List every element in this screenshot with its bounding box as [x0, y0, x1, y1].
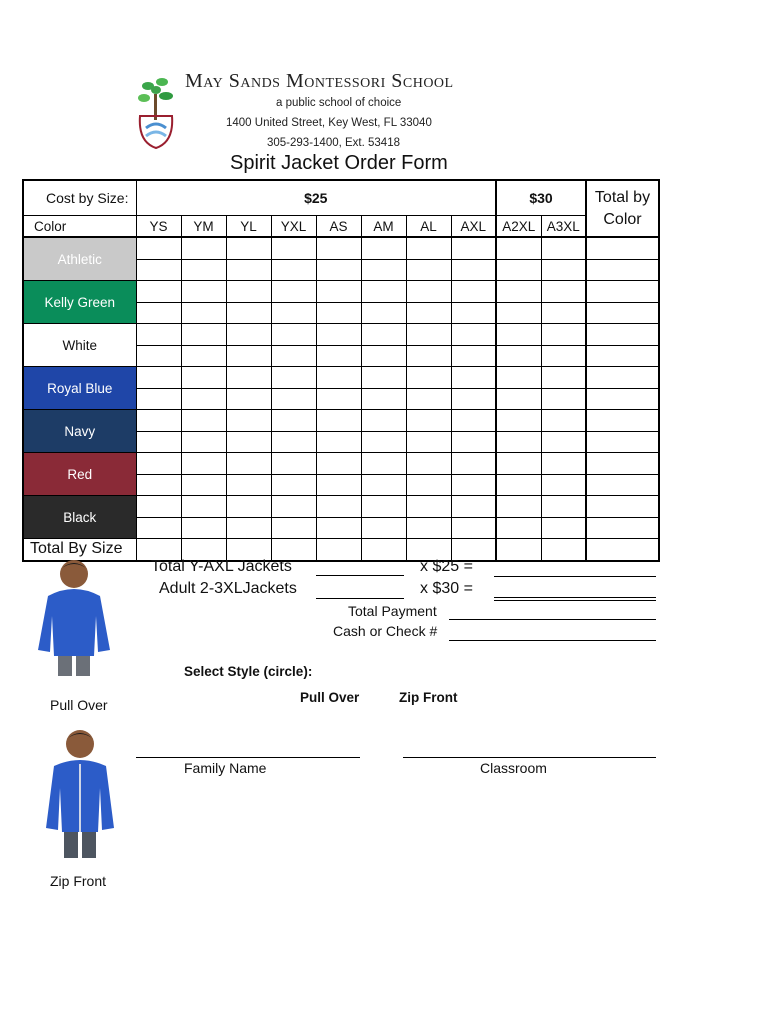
qty-cell[interactable]: [361, 367, 406, 389]
qty-cell[interactable]: [361, 474, 406, 496]
qty-cell[interactable]: [226, 410, 271, 432]
size-header-al: AL: [406, 216, 451, 238]
qty-cell[interactable]: [136, 302, 181, 324]
school-address: 1400 United Street, Key West, FL 33040: [226, 117, 432, 129]
qty-cell[interactable]: [451, 302, 496, 324]
qty-cell[interactable]: [226, 453, 271, 475]
qty-cell[interactable]: [451, 388, 496, 410]
qty-cell[interactable]: [541, 259, 586, 281]
pullover-caption: Pull Over: [50, 697, 108, 713]
qty-cell[interactable]: [451, 517, 496, 539]
qty-cell[interactable]: [316, 367, 361, 389]
adult-subtotal-field[interactable]: [494, 597, 656, 598]
qty-cell[interactable]: [181, 496, 226, 518]
classroom-label: Classroom: [480, 760, 547, 776]
total-by-size-label: Total By Size: [23, 539, 136, 561]
qty-cell[interactable]: [271, 367, 316, 389]
qty-cell[interactable]: [406, 453, 451, 475]
qty-cell[interactable]: [361, 237, 406, 259]
qty-cell[interactable]: [361, 281, 406, 303]
qty-cell[interactable]: [541, 431, 586, 453]
qty-cell[interactable]: [271, 517, 316, 539]
total-payment-field[interactable]: [449, 619, 656, 620]
size-header-a3xl: A3XL: [541, 216, 586, 238]
qty-cell[interactable]: [316, 237, 361, 259]
qty-cell[interactable]: [541, 388, 586, 410]
qty-cell[interactable]: [136, 237, 181, 259]
color-total-cell[interactable]: [586, 496, 659, 518]
qty-cell[interactable]: [271, 237, 316, 259]
qty-cell[interactable]: [316, 324, 361, 346]
qty-cell[interactable]: [316, 517, 361, 539]
color-total-cell[interactable]: [586, 453, 659, 475]
style-option-zip[interactable]: Zip Front: [399, 690, 458, 705]
color-label: Color: [23, 216, 136, 238]
qty-cell[interactable]: [271, 345, 316, 367]
qty-cell[interactable]: [496, 474, 541, 496]
color-swatch: Royal Blue: [23, 367, 136, 410]
adult-price-header: $30: [496, 180, 586, 216]
qty-cell[interactable]: [271, 410, 316, 432]
qty-cell[interactable]: [181, 453, 226, 475]
qty-cell[interactable]: [406, 496, 451, 518]
school-name: May Sands Montessori School: [185, 70, 454, 92]
qty-cell[interactable]: [451, 324, 496, 346]
adult-total-label: Adult 2-3XLJackets: [159, 580, 297, 597]
qty-cell[interactable]: [541, 324, 586, 346]
qty-cell[interactable]: [316, 496, 361, 518]
zipfront-jacket-photo: [40, 724, 120, 862]
qty-cell[interactable]: [361, 345, 406, 367]
qty-cell[interactable]: [181, 259, 226, 281]
grand-total-cell[interactable]: [586, 539, 659, 561]
qty-cell[interactable]: [226, 431, 271, 453]
family-name-label: Family Name: [184, 760, 267, 776]
qty-cell[interactable]: [316, 302, 361, 324]
qty-cell[interactable]: [136, 281, 181, 303]
qty-cell[interactable]: [451, 453, 496, 475]
check-number-label: Cash or Check #: [333, 623, 438, 639]
qty-cell[interactable]: [271, 496, 316, 518]
qty-cell[interactable]: [496, 345, 541, 367]
qty-cell[interactable]: [496, 259, 541, 281]
color-swatch: Athletic: [23, 237, 136, 281]
qty-cell[interactable]: [361, 388, 406, 410]
youth-multiplier: x $25 =: [420, 558, 473, 575]
qty-cell[interactable]: [406, 302, 451, 324]
school-logo: [136, 76, 178, 150]
form-title: Spirit Jacket Order Form: [230, 152, 448, 174]
qty-cell[interactable]: [181, 431, 226, 453]
qty-cell[interactable]: [226, 496, 271, 518]
color-total-cell[interactable]: [586, 281, 659, 303]
qty-cell[interactable]: [136, 345, 181, 367]
qty-cell[interactable]: [406, 517, 451, 539]
qty-cell[interactable]: [316, 345, 361, 367]
color-swatch: Navy: [23, 410, 136, 453]
qty-cell[interactable]: [496, 410, 541, 432]
qty-cell[interactable]: [136, 431, 181, 453]
color-total-cell[interactable]: [586, 517, 659, 539]
qty-cell[interactable]: [496, 281, 541, 303]
qty-cell[interactable]: [136, 259, 181, 281]
qty-cell[interactable]: [451, 259, 496, 281]
qty-cell[interactable]: [496, 431, 541, 453]
size-total-cell[interactable]: [316, 539, 361, 561]
color-swatch: Black: [23, 496, 136, 539]
school-phone: 305-293-1400, Ext. 53418: [267, 137, 400, 149]
qty-cell[interactable]: [451, 345, 496, 367]
youth-subtotal-field[interactable]: [494, 576, 656, 577]
qty-cell[interactable]: [451, 474, 496, 496]
size-header-yxl: YXL: [271, 216, 316, 238]
qty-cell[interactable]: [541, 496, 586, 518]
qty-cell[interactable]: [181, 388, 226, 410]
qty-cell[interactable]: [226, 281, 271, 303]
color-total-cell[interactable]: [586, 345, 659, 367]
qty-cell[interactable]: [316, 431, 361, 453]
qty-cell[interactable]: [451, 367, 496, 389]
qty-cell[interactable]: [496, 324, 541, 346]
qty-cell[interactable]: [406, 388, 451, 410]
qty-cell[interactable]: [406, 474, 451, 496]
qty-cell[interactable]: [226, 388, 271, 410]
qty-cell[interactable]: [271, 259, 316, 281]
color-total-cell[interactable]: [586, 324, 659, 346]
qty-cell[interactable]: [541, 302, 586, 324]
qty-cell[interactable]: [316, 410, 361, 432]
style-option-pullover[interactable]: Pull Over: [300, 690, 360, 705]
table-row: [23, 410, 659, 432]
qty-cell[interactable]: [226, 237, 271, 259]
qty-cell[interactable]: [406, 237, 451, 259]
qty-cell[interactable]: [361, 431, 406, 453]
adult-qty-field[interactable]: [316, 598, 404, 599]
qty-cell[interactable]: [136, 324, 181, 346]
qty-cell[interactable]: [136, 410, 181, 432]
qty-cell[interactable]: [316, 453, 361, 475]
qty-cell[interactable]: [181, 281, 226, 303]
color-swatch: Red: [23, 453, 136, 496]
color-total-cell[interactable]: [586, 302, 659, 324]
size-header-ys: YS: [136, 216, 181, 238]
qty-cell[interactable]: [181, 474, 226, 496]
qty-cell[interactable]: [226, 517, 271, 539]
qty-cell[interactable]: [271, 281, 316, 303]
qty-cell[interactable]: [361, 410, 406, 432]
qty-cell[interactable]: [226, 302, 271, 324]
qty-cell[interactable]: [406, 345, 451, 367]
qty-cell[interactable]: [406, 259, 451, 281]
qty-cell[interactable]: [226, 259, 271, 281]
qty-cell[interactable]: [181, 367, 226, 389]
color-total-cell[interactable]: [586, 367, 659, 389]
qty-cell[interactable]: [541, 474, 586, 496]
youth-total-label: Total Y-AXL Jackets: [151, 558, 292, 575]
qty-cell[interactable]: [316, 281, 361, 303]
youth-qty-field[interactable]: [316, 575, 404, 576]
order-table: [22, 179, 660, 562]
color-total-cell[interactable]: [586, 474, 659, 496]
qty-cell[interactable]: [451, 281, 496, 303]
color-total-cell[interactable]: [586, 388, 659, 410]
color-total-cell[interactable]: [586, 237, 659, 259]
qty-cell[interactable]: [496, 237, 541, 259]
school-tagline: a public school of choice: [276, 97, 402, 109]
size-header-axl: AXL: [451, 216, 496, 238]
qty-cell[interactable]: [451, 237, 496, 259]
size-header-yl: YL: [226, 216, 271, 238]
qty-cell[interactable]: [136, 388, 181, 410]
qty-cell[interactable]: [136, 517, 181, 539]
size-header-ym: YM: [181, 216, 226, 238]
table-row: [23, 237, 659, 259]
qty-cell[interactable]: [136, 474, 181, 496]
qty-cell[interactable]: [541, 237, 586, 259]
pullover-jacket-photo: [34, 556, 114, 680]
qty-cell[interactable]: [406, 281, 451, 303]
table-row: [23, 453, 659, 475]
qty-cell[interactable]: [316, 388, 361, 410]
size-total-cell[interactable]: [361, 539, 406, 561]
qty-cell[interactable]: [226, 474, 271, 496]
size-total-cell[interactable]: [496, 539, 541, 561]
family-name-field[interactable]: [136, 757, 360, 758]
qty-cell[interactable]: [541, 517, 586, 539]
qty-cell[interactable]: [541, 453, 586, 475]
qty-cell[interactable]: [181, 237, 226, 259]
qty-cell[interactable]: [406, 431, 451, 453]
qty-cell[interactable]: [136, 453, 181, 475]
color-total-cell[interactable]: [586, 410, 659, 432]
qty-cell[interactable]: [271, 324, 316, 346]
qty-cell[interactable]: [361, 259, 406, 281]
size-header-as: AS: [316, 216, 361, 238]
qty-cell[interactable]: [271, 431, 316, 453]
qty-cell[interactable]: [451, 496, 496, 518]
qty-cell[interactable]: [541, 410, 586, 432]
zipfront-caption: Zip Front: [50, 873, 107, 889]
size-header-am: AM: [361, 216, 406, 238]
qty-cell[interactable]: [406, 367, 451, 389]
adult-subtotal-underline: [494, 600, 656, 601]
qty-cell[interactable]: [361, 517, 406, 539]
cost-by-size-label: Cost by Size:: [23, 180, 136, 216]
color-total-cell[interactable]: [586, 431, 659, 453]
qty-cell[interactable]: [361, 324, 406, 346]
qty-cell[interactable]: [496, 496, 541, 518]
color-total-cell[interactable]: [586, 259, 659, 281]
qty-cell[interactable]: [271, 474, 316, 496]
qty-cell[interactable]: [361, 453, 406, 475]
qty-cell[interactable]: [496, 517, 541, 539]
adult-multiplier: x $30 =: [420, 580, 473, 597]
qty-cell[interactable]: [541, 345, 586, 367]
check-number-field[interactable]: [449, 640, 656, 641]
color-swatch: White: [23, 324, 136, 367]
size-total-cell[interactable]: [541, 539, 586, 561]
youth-price-header: $25: [136, 180, 496, 216]
qty-cell[interactable]: [361, 496, 406, 518]
total-payment-label: Total Payment: [348, 603, 437, 619]
qty-cell[interactable]: [451, 410, 496, 432]
qty-cell[interactable]: [406, 324, 451, 346]
qty-cell[interactable]: [316, 474, 361, 496]
qty-cell[interactable]: [181, 324, 226, 346]
size-header-a2xl: A2XL: [496, 216, 541, 238]
qty-cell[interactable]: [451, 431, 496, 453]
qty-cell[interactable]: [226, 345, 271, 367]
total-by-color-header: Total by Color: [586, 180, 659, 237]
table-row: [23, 496, 659, 518]
qty-cell[interactable]: [496, 302, 541, 324]
qty-cell[interactable]: [181, 410, 226, 432]
qty-cell[interactable]: [181, 345, 226, 367]
qty-cell[interactable]: [316, 259, 361, 281]
qty-cell[interactable]: [541, 281, 586, 303]
qty-cell[interactable]: [181, 302, 226, 324]
qty-cell[interactable]: [181, 517, 226, 539]
qty-cell[interactable]: [541, 367, 586, 389]
color-swatch: Kelly Green: [23, 281, 136, 324]
table-row: [23, 324, 659, 346]
select-style-label: Select Style (circle):: [184, 664, 313, 679]
qty-cell[interactable]: [226, 324, 271, 346]
qty-cell[interactable]: [271, 302, 316, 324]
table-row: [23, 281, 659, 303]
qty-cell[interactable]: [361, 302, 406, 324]
table-row: [23, 367, 659, 389]
qty-cell[interactable]: [271, 388, 316, 410]
qty-cell[interactable]: [271, 453, 316, 475]
qty-cell[interactable]: [496, 388, 541, 410]
qty-cell[interactable]: [136, 367, 181, 389]
qty-cell[interactable]: [496, 453, 541, 475]
qty-cell[interactable]: [496, 367, 541, 389]
qty-cell[interactable]: [226, 367, 271, 389]
qty-cell[interactable]: [406, 410, 451, 432]
classroom-field[interactable]: [403, 757, 656, 758]
qty-cell[interactable]: [136, 496, 181, 518]
